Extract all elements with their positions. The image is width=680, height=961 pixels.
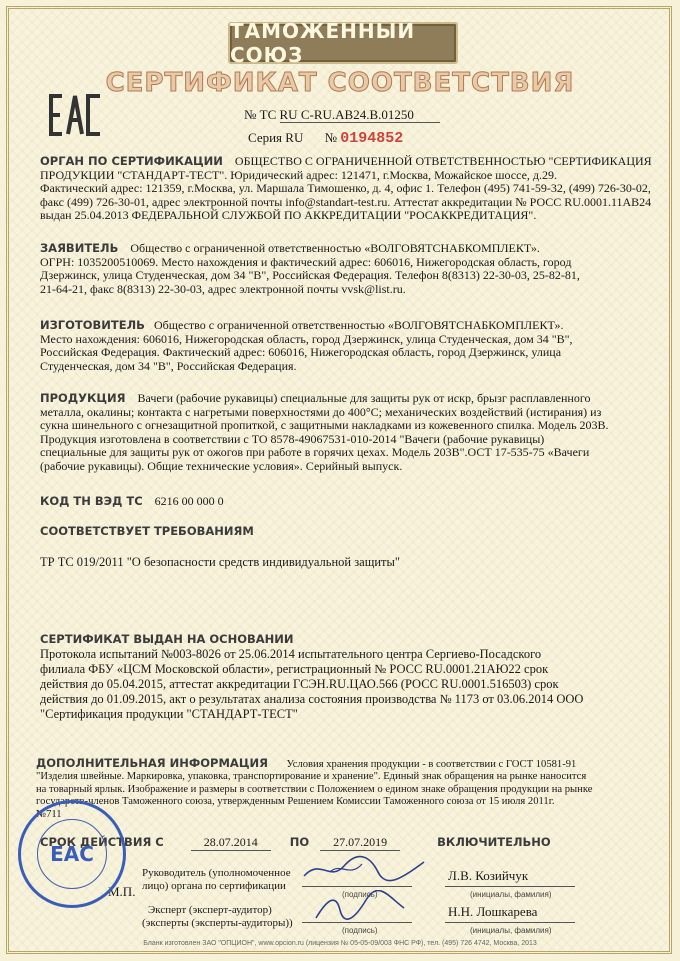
validity-inclusive: ВКЛЮЧИТЕЛЬНО xyxy=(437,835,551,849)
form-footer: Бланк изготовлен ЗАО "ОПЦИОН", www.opcion.ru (лицензия № 05-05-09/003 ФНС РФ), тел. (495) 726 4742, Москва, 2013 xyxy=(143,940,537,947)
organ-line: ПРОДУКЦИИ "СТАНДАРТ-ТЕСТ". Юридический адрес: 121471, г.Москва, Можайское шоссе, д.29. xyxy=(40,167,558,182)
validity-from: 28.07.2014 xyxy=(191,836,271,851)
basis-line: Протокола испытаний №003-8026 от 25.06.2014 испытательного центра Сергиево-Посадского xyxy=(40,647,542,661)
applicant-header: ЗАЯВИТЕЛЬ xyxy=(40,241,119,255)
conforms-value: ТР ТС 019/2011 "О безопасности средств индивидуальной защиты" xyxy=(40,555,400,569)
organ-header: ОРГАН ПО СЕРТИФИКАЦИИ xyxy=(40,154,223,168)
stamp-eac-icon: EAC xyxy=(50,842,94,866)
head-name-line xyxy=(445,886,575,887)
head-name: Л.В. Козийчук xyxy=(448,868,529,883)
product-line: (рабочие рукавицы). Общие технические условия». Серийный выпуск. xyxy=(40,458,403,473)
additional-section xyxy=(36,757,592,821)
expert-title-line: Эксперт (эксперт-аудитор) xyxy=(148,904,272,916)
code-value: 6216 00 000 0 xyxy=(154,494,224,508)
applicant-line: 21-64-21, факс 8(8313) 22-30-03, адрес электронной почты vvsk@list.ru. xyxy=(40,281,406,296)
product-line: специальные для защиты рук от ожогов при работе в горячих цехах. Модель 203В".ОСТ 17-535-75 «Вачеги xyxy=(40,445,590,460)
head-signature-caption: (подпись) xyxy=(342,890,378,899)
additional-line: на товарный ярлык. Изображение и размеры в соответствии с Положением о едином знаке обращения продукции на рынке xyxy=(36,783,593,795)
serial-number: 0194852 xyxy=(340,130,404,147)
head-signature-icon xyxy=(300,852,430,886)
code-header: КОД ТН ВЭД ТС xyxy=(40,494,143,508)
number-value: RU С-RU.АВ24.В.01250 xyxy=(280,108,440,123)
code-section xyxy=(40,495,224,509)
seal-place: М.П. xyxy=(108,884,136,899)
applicant-line: Общество с ограниченной ответственностью «ВОЛГОВЯТСНАБКОМПЛЕКТ». xyxy=(130,241,540,255)
additional-line: государств-членов Таможенного союза, утвержденным Решением Комиссии Таможенного союза от 15 июля 2011г. xyxy=(36,796,555,808)
head-title xyxy=(142,867,291,893)
additional-line: №711 xyxy=(36,808,62,820)
organ-line: ОБЩЕСТВО С ОГРАНИЧЕННОЙ ОТВЕТСТВЕННОСТЬЮ "СЕРТИФИКАЦИЯ xyxy=(234,154,652,168)
product-line: сукна шинельного с огнезащитной пропиткой, с защитными накладками из кожевенного спилка. Модель 203В. xyxy=(40,418,609,433)
customs-union-banner xyxy=(228,19,458,67)
basis-line: "Сертификация продукции "СТАНДАРТ-ТЕСТ" xyxy=(40,707,298,721)
manufacturer-section xyxy=(40,319,573,373)
additional-line: "Изделия швейные. Маркировка, упаковка, транспортирование и хранение". Единый знак обращения на рынке наносится xyxy=(36,771,587,783)
expert-name-caption: (инициалы, фамилия) xyxy=(470,926,552,935)
product-header: ПРОДУКЦИЯ xyxy=(40,391,126,405)
product-line: Продукция изготовлена в соответствии с ТО 8578-49067531-010-2014 "Вачеги (рабочие рукавицы) xyxy=(40,431,545,446)
expert-signature-icon xyxy=(310,890,410,924)
certificate-title: СЕРТИФИКАТ СООТВЕТСТВИЯ xyxy=(105,68,575,98)
applicant-line: ОГРН: 1035200510069. Место нахождения и фактический адрес: 606016, Нижегородская область, город xyxy=(40,254,572,269)
series-label: Серия xyxy=(248,130,283,145)
expert-signature-caption: (подпись) xyxy=(342,926,378,935)
banner-text: ТАМОЖЕННЫЙ СОЮЗ xyxy=(230,19,416,67)
applicant-section xyxy=(40,242,580,296)
series-value: RU xyxy=(285,130,304,145)
basis-line: филиала ФБУ «ЦСМ Московской области», регистрационный № РОСС RU.0001.21АЮ22 срок xyxy=(40,662,549,676)
expert-signature-line xyxy=(302,922,412,923)
applicant-line: Дзержинск, улица Студенческая, дом 34 "В", Российская Федерация. Телефон 8(8313) 22-30-03, 25-82-81, xyxy=(40,268,580,283)
eac-logo-icon xyxy=(48,92,102,138)
expert-name-line xyxy=(445,922,575,923)
manufacturer-line: Студенческая, дом 34 "В", Российская Федерация. xyxy=(40,358,297,373)
head-name-caption: (инициалы, фамилия) xyxy=(470,890,552,899)
manufacturer-line: Место нахождения: 606016, Нижегородская область, город Дзержинск, улица Студенческая, дом 34 "В", xyxy=(40,331,573,346)
basis-section xyxy=(40,632,583,722)
organ-line: факс (499) 726-30-01, адрес электронной почты info@standart-test.ru. Аттестат аккредитации № РОСС RU.0001.11АВ24 xyxy=(40,194,652,209)
product-line: металла, окалины; контакта с нагретыми поверхностями до 400°С; механических воздействий (истирания) из xyxy=(40,404,602,419)
basis-header: СЕРТИФИКАТ ВЫДАН НА ОСНОВАНИИ xyxy=(40,632,294,646)
organ-section xyxy=(40,155,652,223)
expert-title xyxy=(142,904,293,930)
certificate-series xyxy=(248,131,403,146)
additional-line: Условия хранения продукции - в соответствии с ГОСТ 10581-91 xyxy=(286,759,577,770)
head-title-line: лицо) органа по сертификации xyxy=(142,880,286,892)
conforms-header: СООТВЕТСТВУЕТ ТРЕБОВАНИЯМ xyxy=(40,524,254,538)
expert-name: Н.Н. Лошкарева xyxy=(448,904,538,919)
organ-line: Фактический адрес: 121359, г.Москва, ул. Маршала Тимошенко, д. 4, офис 1. Телефон (495) 741-59-32, (499) 726-30-02, xyxy=(40,181,651,196)
manufacturer-line: Российская Федерация. Фактический адрес: 606016, Нижегородская область, город Дзержинск, улица xyxy=(40,345,562,360)
serial-prefix: № xyxy=(324,130,338,145)
product-line: Вачеги (рабочие рукавицы) специальные для защиты рук от искр, брызг расплавленного xyxy=(137,391,591,405)
expert-title-line: (эксперты (эксперты-аудиторы)) xyxy=(142,917,293,929)
manufacturer-header: ИЗГОТОВИТЕЛЬ xyxy=(40,318,145,332)
number-prefix: № ТС xyxy=(244,107,277,122)
basis-line: действия до 01.09.2015, акт о результатах анализа состояния производства № 1173 от 03.06.2014 ООО xyxy=(40,692,584,706)
round-stamp xyxy=(18,800,126,908)
additional-header: ДОПОЛНИТЕЛЬНАЯ ИНФОРМАЦИЯ xyxy=(36,756,268,770)
head-title-line: Руководитель (уполномоченное xyxy=(142,867,291,879)
validity-header: СРОК ДЕЙСТВИЯ С xyxy=(40,835,164,849)
manufacturer-line: Общество с ограниченной ответственностью «ВОЛГОВЯТСНАБКОМПЛЕКТ». xyxy=(153,318,564,332)
organ-line: выдан 25.04.2013 ФЕДЕРАЛЬНОЙ СЛУЖБОЙ ПО АККРЕДИТАЦИИ "РОСАККРЕДИТАЦИЯ". xyxy=(40,208,537,223)
validity-to: 27.07.2019 xyxy=(320,836,400,851)
stamp-center xyxy=(37,819,107,889)
product-section xyxy=(40,392,609,474)
conforms-header-row xyxy=(40,525,254,539)
validity-to-label: ПО xyxy=(289,835,310,849)
head-signature-line xyxy=(302,886,412,887)
certificate-number xyxy=(244,108,440,123)
basis-line: действия до 05.04.2015, аттестат аккредитации ГСЭН.RU.ЦАО.566 (РОСС RU.0001.516503) срок xyxy=(40,677,559,691)
